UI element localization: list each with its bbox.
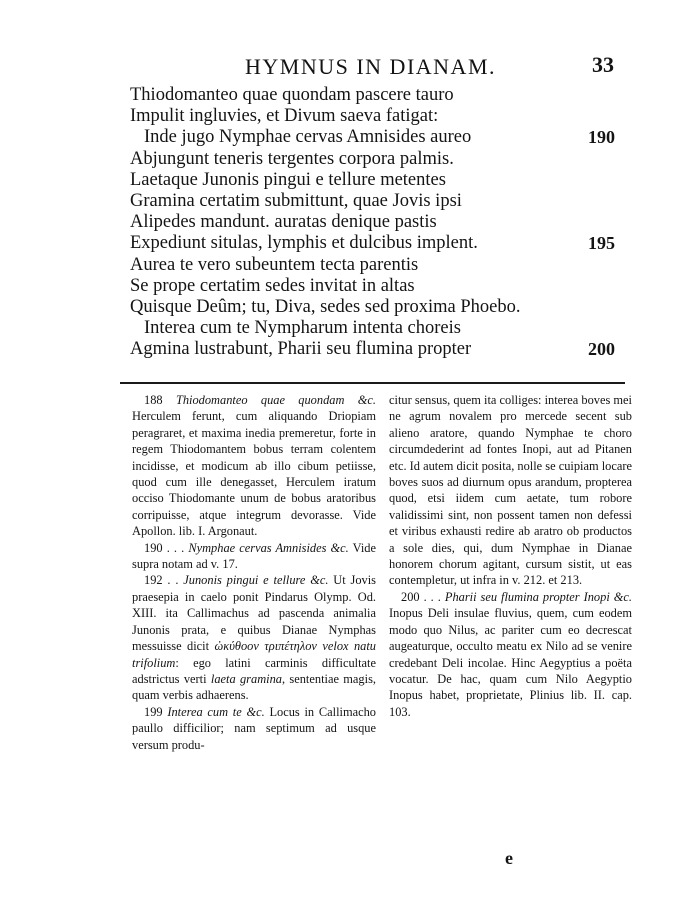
verse-text: Gramina certatim submittunt, quae Jovis ipsi — [130, 190, 462, 211]
notes-column-left — [132, 392, 376, 753]
note-188: 188 Thiodomanteo quae quondam &c. Herculem ferunt, cum aliquando Driopiam peragraret, et maxima inedia premeretur, forte in regem Thiodomantem bobus terram colentem incidisse, et modicum ab illo cibum petiisse, quod cum ille denegasset, Herculem iratum occiso Thiodomante unum de bobus aratoribus corripuisse, atque integrum devorasse. Vide Apollon. lib. I. Argonaut. — [132, 393, 376, 539]
verse-line — [130, 318, 640, 339]
verse-number: 200 — [588, 339, 615, 360]
note-199-continued: citur sensus, quem ita colliges: interea boves mei ne agrum novalem pro mercede secent sub alieno aratore, quando Nymphae te choro circumdederint ad fontes Inopi, aut ad Pitanen etc. Id autem dicit posita, nolle se cuipiam locare boves suos ad diurnum opus arandum, propterea quod, etsi iidem cum aetate, tum robore validissimi sint, non possent tamen non defessi et viribus exhausti redire ab aratro ob productos a sole dies, qui, dum Nymphae in Dianae honorem chorum agitant, cursum sistit, ut eas contempletur, ut infra in v. 212. et 213. — [389, 393, 632, 588]
verse-text: Inde jugo Nymphae cervas Amnisides aureo — [144, 127, 472, 148]
verse-line — [130, 106, 640, 127]
verse-line — [130, 276, 640, 297]
verse-line — [130, 339, 640, 360]
note-199: 199 Interea cum te &c. Locus in Callimacho paullo difficilior; nam septimum ad usque versum produ- — [132, 704, 376, 752]
separator-rule — [120, 382, 625, 384]
note-190: 190 . . . Nymphae cervas Amnisides &c. Vide supra notam ad v. 17. — [132, 540, 376, 572]
verse-text: Se prope certatim sedes invitat in altas — [130, 275, 415, 296]
verse-text: Agmina lustrabunt, Pharii seu flumina propter — [130, 339, 472, 360]
verse-text: Aurea te vero subeuntem tecta parentis — [130, 254, 419, 275]
verse-text: Impulit ingluvies, et Divum saeva fatigat: — [130, 106, 439, 127]
notes-column-right — [389, 392, 632, 720]
running-head: HYMNUS IN DIANAM. — [245, 54, 496, 79]
verse-number: 195 — [588, 233, 615, 254]
page-number: 33 — [592, 52, 614, 77]
verse-text: Laetaque Junonis pingui e tellure metentes — [130, 169, 446, 190]
verse-line — [130, 255, 640, 276]
page-header — [0, 52, 692, 82]
verse-text: Expediunt situlas, lymphis et dulcibus implent. — [130, 233, 478, 254]
verse-line — [130, 297, 640, 318]
verse-line — [130, 127, 640, 148]
verse-line — [130, 85, 640, 106]
verse-text: Interea cum te Nympharum intenta choreis — [144, 318, 461, 339]
verse-number: 190 — [588, 127, 615, 148]
verse-line — [130, 212, 640, 233]
verse-text: Abjungunt teneris tergentes corpora palmis. — [130, 148, 454, 169]
verse-line — [130, 233, 640, 254]
note-192: 192 . . Junonis pingui e tellure &c. Ut Jovis praesepia in caelo ponit Pindarus Olymp. Od. XIII. ita Callimachus ad pascenda animalia Junonis prata, e quibus Dianae Nymphas messuisse dicit ὠκύθοον τριπέτηλον velox natu trifolium: ego latini carminis difficultate adstrictus verti laeta gramina, sententiae magis, quam verbis adhaerens. — [132, 573, 377, 703]
verse-line — [130, 170, 640, 191]
verse-text: Thiodomanteo quae quondam pascere tauro — [130, 85, 454, 105]
verse-line — [130, 149, 640, 170]
verse-text: Alipedes mandunt. auratas denique pastis — [130, 212, 437, 233]
signature-mark: e — [505, 848, 513, 868]
verse-text: Quisque Deûm; tu, Diva, sedes sed proxima Phoebo. — [130, 296, 521, 317]
verse-line — [130, 191, 640, 212]
poem-text — [130, 85, 640, 360]
note-200: 200 . . . Pharii seu flumina propter Inopi &c. Inopus Deli insulae fluvius, quem, cum eodem modo quo Nilus, ac pariter cum eo decrescat augeaturque, occulto meatu ex Nilo ad se venire credebant Deli incolae. Hinc Aegyptius a poëta vocatur. De hac, quam cum Nilo Aegyptio Inopus habet, proprietate, Plinius lib. II. cap. 103. — [389, 589, 632, 719]
